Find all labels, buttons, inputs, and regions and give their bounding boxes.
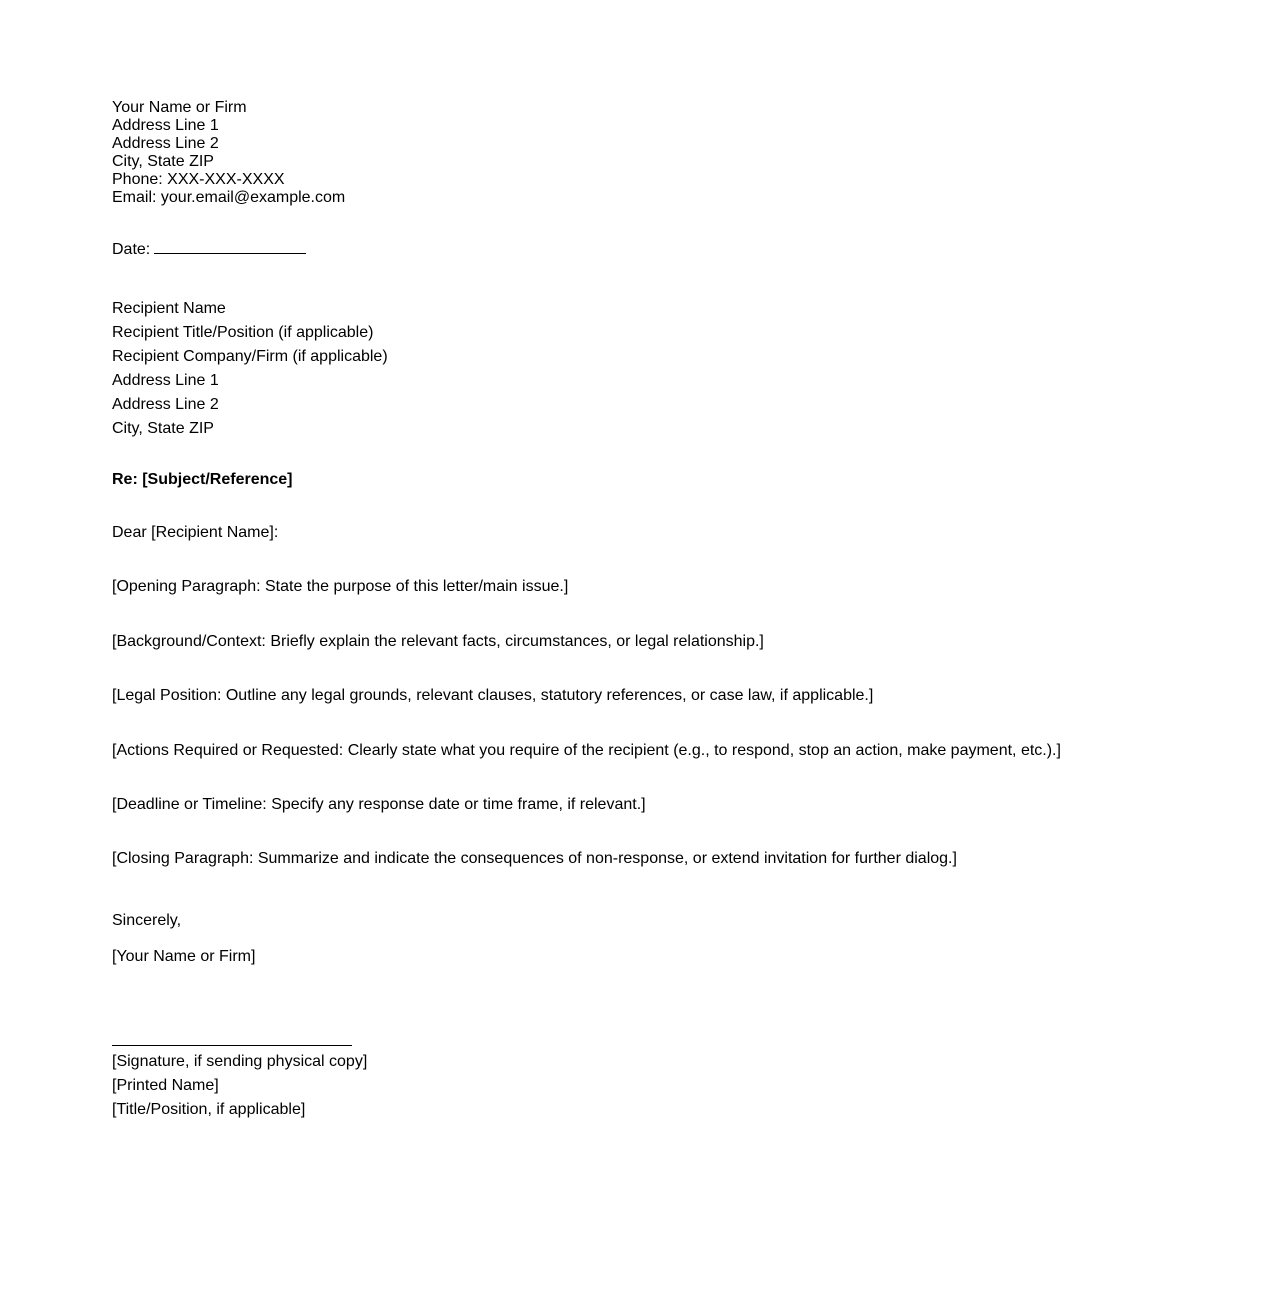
paragraph-background: [Background/Context: Briefly explain the relevant facts, circumstances, or legal relationship.]	[112, 633, 764, 650]
sender-phone: Phone: XXX-XXX-XXXX	[112, 171, 285, 188]
closing-name: [Your Name or Firm]	[112, 948, 256, 965]
sender-name: Your Name or Firm	[112, 99, 247, 116]
paragraph-deadline: [Deadline or Timeline: Specify any response date or time frame, if relevant.]	[112, 796, 646, 813]
sender-block	[112, 99, 345, 207]
title-position-label: [Title/Position, if applicable]	[112, 1101, 306, 1118]
paragraph-legal-position: [Legal Position: Outline any legal grounds, relevant clauses, statutory references, or case law, if applicable.]	[112, 687, 874, 704]
recipient-title: Recipient Title/Position (if applicable)	[112, 324, 374, 341]
date-line	[112, 239, 306, 259]
signature-line	[112, 1045, 352, 1046]
paragraph-opening: [Opening Paragraph: State the purpose of this letter/main issue.]	[112, 578, 569, 595]
recipient-name: Recipient Name	[112, 300, 226, 317]
recipient-city-state-zip: City, State ZIP	[112, 420, 214, 437]
signature-label: [Signature, if sending physical copy]	[112, 1053, 368, 1070]
signature-block	[112, 1050, 367, 1122]
date-label: Date:	[112, 241, 151, 258]
sender-city-state-zip: City, State ZIP	[112, 153, 214, 170]
recipient-address-2: Address Line 2	[112, 396, 219, 413]
sender-address-1: Address Line 1	[112, 117, 219, 134]
subject-line: Re: [Subject/Reference]	[112, 471, 293, 488]
valediction: Sincerely,	[112, 912, 182, 929]
recipient-block	[112, 297, 388, 441]
date-blank	[154, 239, 306, 254]
paragraph-closing: [Closing Paragraph: Summarize and indicate the consequences of non-response, or extend invitation for further dialog.]	[112, 850, 957, 867]
sender-address-2: Address Line 2	[112, 135, 219, 152]
recipient-company: Recipient Company/Firm (if applicable)	[112, 348, 388, 365]
printed-name-label: [Printed Name]	[112, 1077, 219, 1094]
sender-email: Email: your.email@example.com	[112, 189, 346, 206]
recipient-address-1: Address Line 1	[112, 372, 219, 389]
paragraph-actions: [Actions Required or Requested: Clearly state what you require of the recipient (e.g., to respond, stop an action, make payment, etc.).]	[112, 742, 1061, 759]
salutation: Dear [Recipient Name]:	[112, 524, 279, 541]
